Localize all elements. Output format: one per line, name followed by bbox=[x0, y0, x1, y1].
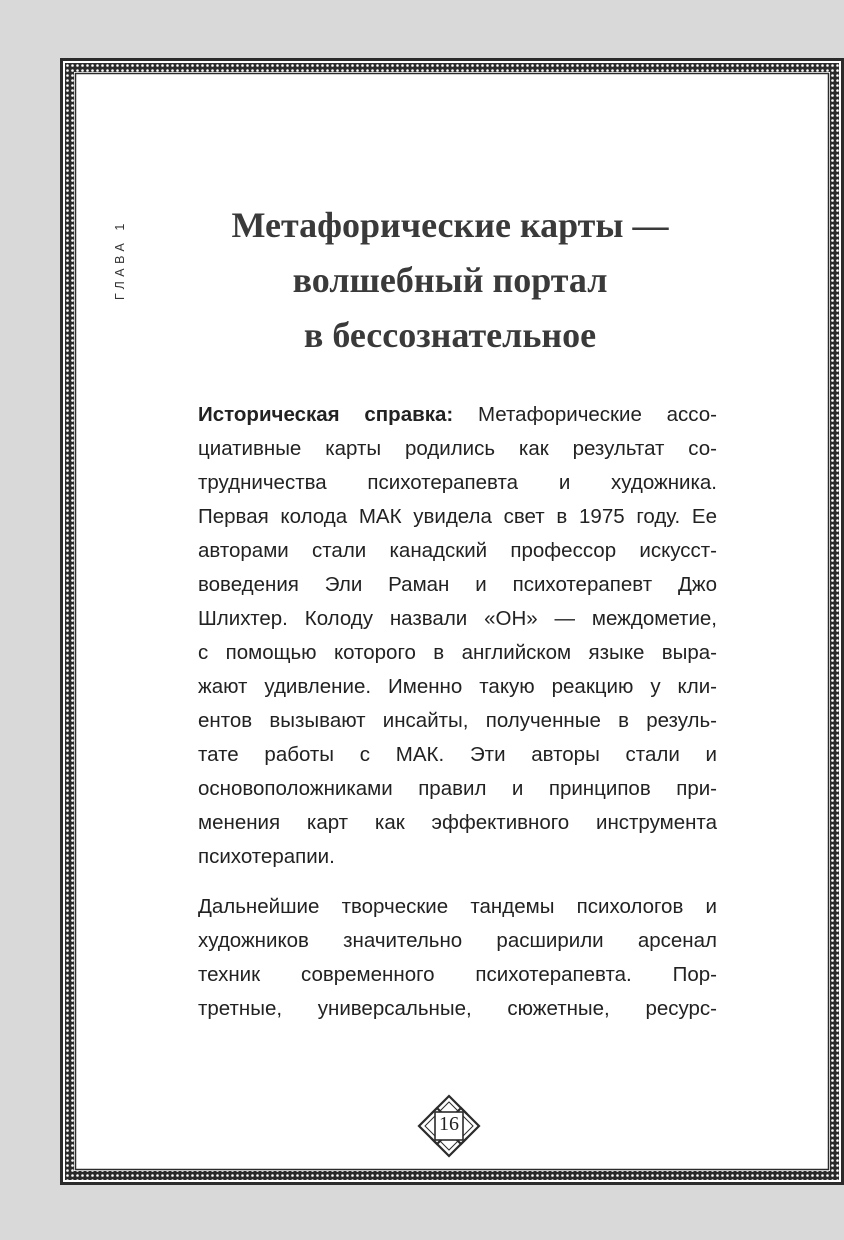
lead-label: Историческая справка: bbox=[198, 403, 454, 426]
text-line: с помощью которого в английском языке выра- bbox=[198, 641, 717, 664]
text-line: жают удивление. Именно такую реакцию у кли- bbox=[198, 675, 717, 698]
text-line: менения карт как эффективного инструмента bbox=[198, 811, 717, 834]
text-line: тате работы с МАК. Эти авторы стали и bbox=[198, 743, 717, 766]
title-line: Метафорические карты — bbox=[231, 205, 669, 245]
text-line: третные, универсальные, сюжетные, ресурс- bbox=[198, 997, 717, 1020]
text-line: психотерапии. bbox=[198, 845, 335, 868]
page-number-badge bbox=[417, 1094, 481, 1158]
chapter-label: ГЛАВА 1 bbox=[113, 219, 127, 300]
text-line: циативные карты родились как результат со- bbox=[198, 437, 717, 460]
page-number: 16 bbox=[439, 1113, 459, 1135]
text-line: основоположниками правил и принципов при- bbox=[198, 777, 717, 800]
title-line: в бессознательное bbox=[303, 315, 597, 355]
text-line: воведения Эли Раман и психотерапевт Джо bbox=[198, 573, 717, 596]
title-line: волшебный портал bbox=[292, 260, 608, 300]
text-line: Шлихтер. Колоду назвали «ОН» — междометие, bbox=[198, 607, 717, 630]
page-title bbox=[160, 198, 740, 363]
paragraph-continuation bbox=[198, 890, 717, 1026]
text-line: техник современного психотерапевта. Пор- bbox=[198, 963, 717, 986]
text-line: Первая колода МАК увидела свет в 1975 году. Ее bbox=[198, 505, 717, 528]
text-line: авторами стали канадский профессор искусст- bbox=[198, 539, 717, 562]
text-line: художников значительно расширили арсенал bbox=[198, 929, 717, 952]
body-text bbox=[198, 398, 717, 1042]
text-fragment: Метафорические ассо- bbox=[478, 403, 718, 426]
text-line: трудничества психотерапевта и художника. bbox=[198, 471, 717, 494]
text-line: Дальнейшие творческие тандемы психологов и bbox=[198, 895, 717, 918]
text-line: ентов вызывают инсайты, полученные в резуль- bbox=[198, 709, 717, 732]
text-line bbox=[198, 398, 717, 432]
paragraph-historical-note bbox=[198, 398, 717, 874]
